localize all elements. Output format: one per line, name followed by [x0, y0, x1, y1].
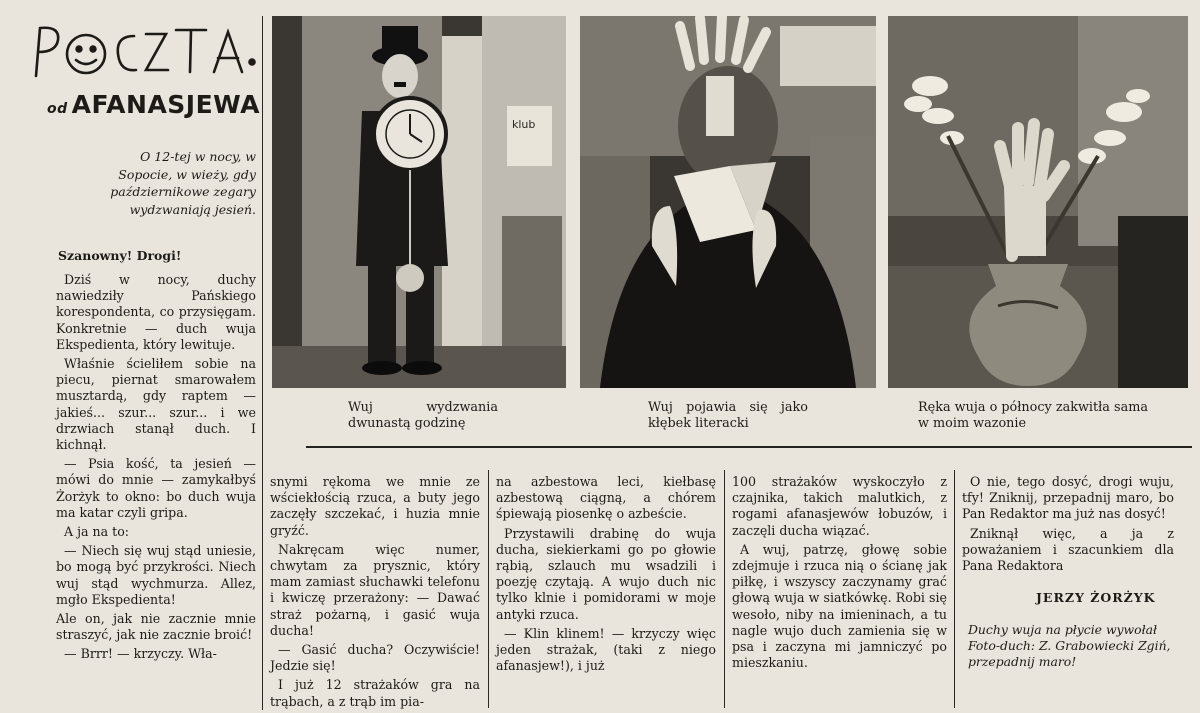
paragraph: — Psia kość, ta jesień — mówi do mnie — zamykałbyś Żorżyk to okno: bo duch wuja ma katar czyli gripa.: [56, 456, 256, 520]
paragraph: — Niech się wuj stąd uniesie, bo mogą być przykrości. Niech wuj stąd wychmurza. Allez, mgło Ekspedienta!: [56, 543, 256, 607]
author-signature: JERZY ŻORŻYK: [1036, 590, 1156, 605]
caption-hand-vase: Ręka wuja o północy zakwitła sama w moim wazonie: [918, 400, 1148, 431]
paragraph: snymi rękoma we mnie ze wściekłością rzuca, a buty jego zaczęły szczekać, i huzia mnie gryźć.: [270, 474, 480, 538]
paragraph: I już 12 strażaków gra na trąbach, a z trąb im pia-: [270, 677, 480, 709]
subtitle-name: AFANASJEWA: [71, 90, 260, 119]
paragraph: Przystawili drabinę do wuja ducha, siekierkami go po głowie rąbią, szlauch mu wsadzili i poezję czytają. A wujo duch nic tylko klnie i pomidorami w moje antyki rzuca.: [496, 525, 716, 622]
credits-line-2: Foto-duch: Z. Grabowiecki Zgiń, przepadnij maro!: [968, 638, 1171, 669]
text-column-4: [732, 474, 947, 674]
paragraph: Dziś w nocy, duchy nawiedziły Pańskiego korespondenta, co przysięgam. Konkretnie — duch wuja Ekspedienta, który lewituje.: [56, 272, 256, 352]
paragraph: A wuj, patrzę, głowę sobie zdejmuje i rzuca nią o ścianę jak piłkę, i wszyscy zaczynamy grać głową wuja w siatkówkę. Robi się wesoło, niby na imieninach, a tu nagle wujo duch zamienia się w psa i zaczyna mi jamniczyć po mieszkaniu.: [732, 541, 947, 671]
credits-line-1: Duchy wuja na płycie wywołał: [968, 622, 1158, 637]
photo-credits: [968, 622, 1178, 670]
intro-note: O 12-tej w nocy, w Sopocie, w wieży, gdy październikowe zegary wydzwaniają jesień.: [110, 149, 256, 217]
paragraph: — Brrr! — krzyczy. Wła-: [64, 646, 217, 662]
paragraph: Ale on, jak nie zacznie mnie straszyć, jak nie zacznie broić!: [56, 611, 256, 643]
caption-clock-man: Wuj wydzwania dwunastą godzinę: [348, 400, 498, 431]
text-column-5: [962, 474, 1174, 577]
column-divider: [488, 470, 489, 708]
paragraph: — Klin klinem! — krzyczy więc jeden strażak, (taki z niego afanasjew!), i już: [496, 625, 716, 674]
column-subtitle: [30, 90, 260, 119]
paragraph: O nie, tego dosyć, drogi wuju, tfy! Zniknij, przepadnij maro, bo Pan Redaktor ma już nas dosyć!: [962, 474, 1174, 522]
column-divider: [724, 470, 725, 708]
text-column-3: [496, 474, 716, 677]
poster-text: klub: [512, 118, 536, 131]
column-divider: [954, 470, 955, 708]
photo-hand-vase: [888, 16, 1188, 388]
paragraph: na azbestowa leci, kiełbasę azbestową ciągną, a chórem śpiewają piosenkę o azbeście.: [496, 474, 716, 522]
paragraph: Nakręcam więc numer, chwytam za prysznic, który mam zamiast słuchawki telefonu i kwiczę przerażony: — Dawać straż pożarną, i gasić wuja ducha!: [270, 541, 480, 638]
photo-clock-man: [272, 16, 566, 388]
text-column-1: [56, 272, 256, 666]
paragraph: — Gasić ducha? Oczywiście! Jedzie się!: [270, 642, 480, 674]
letter-greeting: Szanowny! Drogi!: [58, 248, 182, 263]
paragraph: Zniknął więc, a ja z poważaniem i szacunkiem dla Pana Redaktora: [962, 525, 1174, 574]
column-divider: [262, 16, 263, 710]
paragraph: A ja na to:: [64, 524, 130, 540]
subtitle-prefix: od: [46, 101, 68, 117]
poczta-logo: [30, 22, 260, 82]
caption-book-reader: Wuj pojawia się jako kłębek literacki: [648, 400, 808, 431]
paragraph: Właśnie ścieliłem sobie na piecu, piernat smarowałem musztardą, gdy raptem — jakieś... szur... szur... i we drzwiach stanął duch. I kichnął.: [56, 356, 256, 453]
text-column-2: [270, 474, 480, 713]
horizontal-rule: [306, 446, 1192, 448]
paragraph: 100 strażaków wyskoczyło z czajnika, takich malutkich, z rogami afanasjewów łobuzów, i zaczęli ducha wiązać.: [732, 474, 947, 538]
photo-book-reader: [580, 16, 876, 388]
